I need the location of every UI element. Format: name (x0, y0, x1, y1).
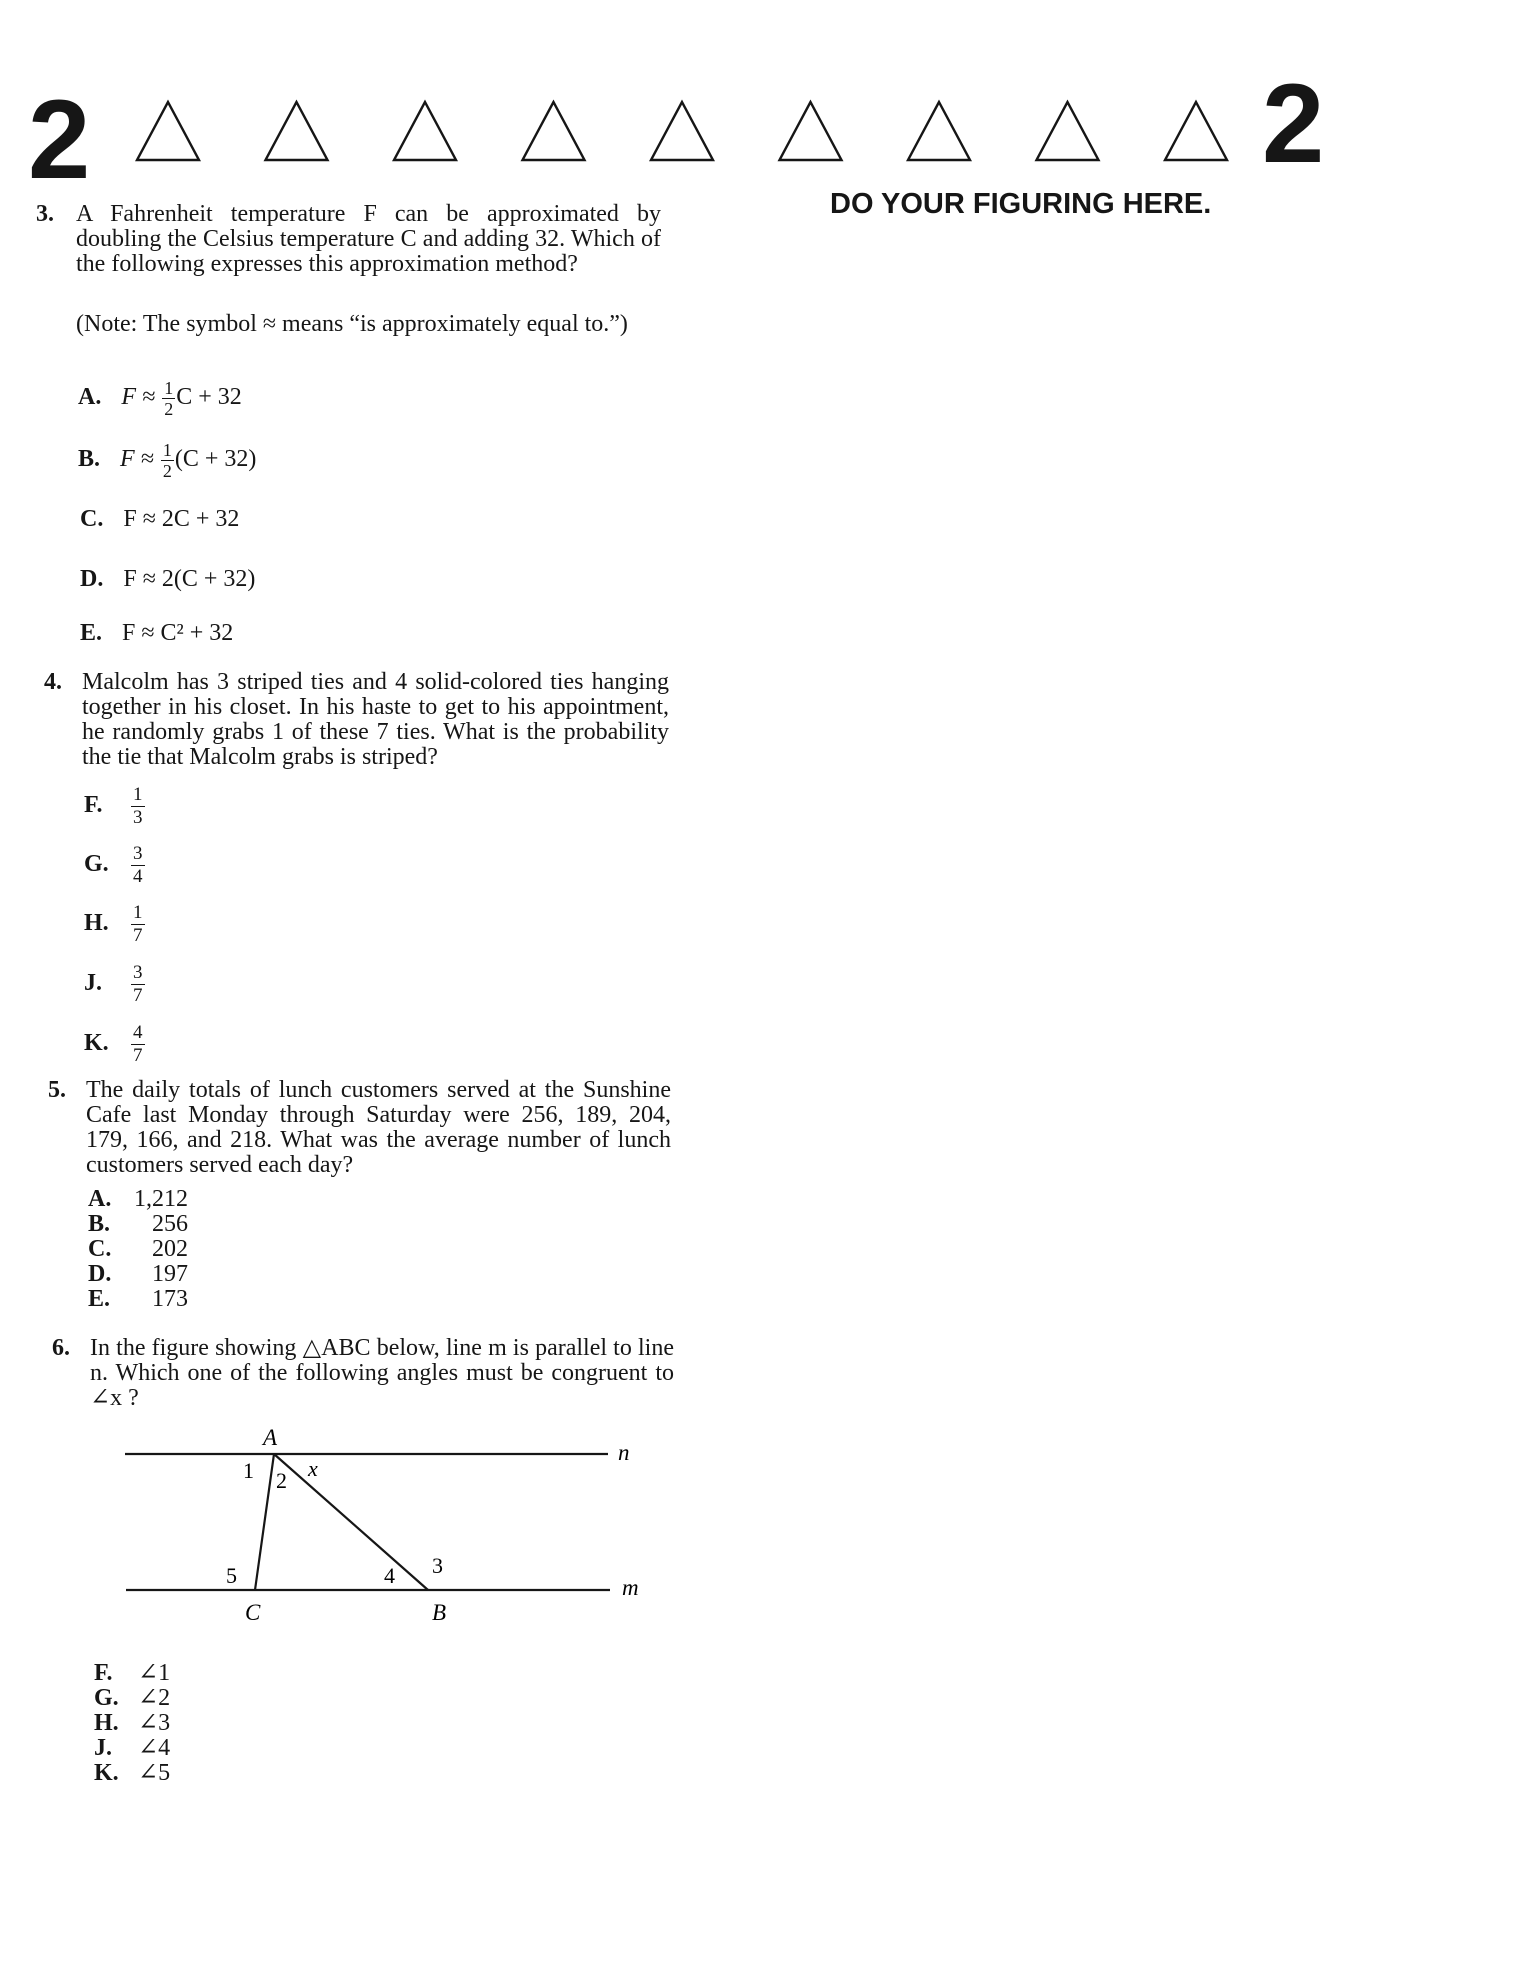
option-3b[interactable] (78, 440, 256, 481)
fraction-denominator: 7 (133, 985, 143, 1006)
option-letter: F. (94, 1660, 113, 1686)
question-text: A Fahrenheit temperature F can be approximated by doubling the Celsius temperature C and adding 32. Which of the following expresses this approximation method? (76, 201, 661, 277)
options-6 (94, 1660, 170, 1785)
triangle-icon (780, 102, 842, 160)
option-value: ∠2 (138, 1685, 171, 1711)
triangle-icon (523, 102, 585, 160)
option-3e[interactable] (80, 620, 233, 646)
option-5a[interactable] (88, 1186, 188, 1211)
option-letter: C. (80, 506, 104, 532)
option-letter: A. (88, 1186, 112, 1212)
segment-ac (255, 1454, 274, 1590)
option-letter: E. (80, 620, 103, 646)
option-letter: H. (94, 1710, 119, 1736)
question-number: 3. (36, 201, 54, 227)
fraction (131, 1022, 145, 1067)
vertex-b-label: B (432, 1600, 447, 1625)
option-5c[interactable] (88, 1236, 188, 1261)
question-text: Malcolm has 3 striped ties and 4 solid-colored ties hanging together in his closet. In his haste to get to his appointment, he randomly grabs 1 of these 7 ties. What is the probability the tie that Malcolm grabs is striped? (82, 669, 669, 770)
angle-4-label: 4 (384, 1563, 395, 1588)
fraction (131, 962, 145, 1007)
option-value: ∠4 (138, 1735, 171, 1761)
triangle-icon (1037, 102, 1099, 160)
fraction-numerator: 4 (133, 1022, 143, 1043)
option-value: 197 (152, 1261, 188, 1287)
option-expr-post: C + 32 (176, 384, 242, 411)
figuring-label: DO YOUR FIGURING HERE. (830, 188, 1212, 220)
option-value: 202 (152, 1236, 188, 1262)
segment-ab (274, 1454, 428, 1590)
option-4f[interactable] (84, 784, 146, 829)
option-4k[interactable] (84, 1022, 146, 1067)
option-3c[interactable] (80, 506, 239, 532)
triangle-icon (908, 102, 970, 160)
triangle-icon (1165, 102, 1227, 160)
option-value: ∠5 (138, 1760, 171, 1786)
option-letter: D. (80, 566, 104, 592)
fraction-numerator: 1 (162, 440, 172, 460)
fraction (131, 843, 145, 888)
option-expr-pre: F ≈ (121, 384, 162, 411)
angle-3-label: 3 (432, 1553, 443, 1578)
option-4j[interactable] (84, 962, 146, 1007)
triangle-row (125, 96, 1265, 168)
fraction-numerator: 1 (133, 784, 143, 805)
fraction (162, 378, 175, 419)
option-5e[interactable] (88, 1286, 188, 1311)
fraction-numerator: 1 (133, 902, 143, 923)
angle-2-label: 2 (276, 1468, 287, 1493)
fraction-denominator: 3 (133, 807, 143, 828)
section-number-left: 2 (28, 77, 91, 202)
option-3d[interactable] (80, 566, 255, 592)
option-value: ∠3 (138, 1710, 171, 1736)
question-number: 6. (52, 1335, 70, 1361)
option-letter: J. (94, 1735, 112, 1761)
option-letter: K. (94, 1760, 119, 1786)
option-letter: F. (84, 792, 103, 819)
options-5 (88, 1186, 188, 1311)
option-letter: G. (84, 851, 109, 878)
triangle-icon (651, 102, 713, 160)
triangle-figure (120, 1420, 660, 1630)
option-letter: B. (78, 446, 101, 473)
fraction-denominator: 2 (162, 461, 172, 481)
option-text: F ≈ 2C + 32 (123, 506, 240, 532)
angle-5-label: 5 (226, 1563, 237, 1588)
fraction-numerator: 1 (164, 378, 174, 398)
option-letter: E. (88, 1286, 111, 1312)
fraction-denominator: 2 (164, 399, 174, 419)
option-4g[interactable] (84, 843, 146, 888)
option-3a[interactable] (78, 378, 242, 419)
line-n-label: n (618, 1440, 630, 1465)
option-6k[interactable] (94, 1760, 170, 1785)
option-6j[interactable] (94, 1735, 170, 1760)
option-text: F ≈ C² + 32 (122, 620, 234, 646)
fraction-denominator: 7 (133, 1045, 143, 1066)
fraction-denominator: 4 (133, 866, 143, 887)
option-value: 173 (152, 1286, 188, 1312)
triangle-icon (137, 102, 199, 160)
vertex-a-label: A (263, 1425, 278, 1450)
option-letter: D. (88, 1261, 112, 1287)
question-number: 4. (44, 669, 62, 695)
option-5b[interactable] (88, 1211, 188, 1236)
fraction-numerator: 3 (133, 843, 143, 864)
triangle-icon (394, 102, 456, 160)
option-value: 1,212 (134, 1186, 188, 1212)
option-5d[interactable] (88, 1261, 188, 1286)
option-6h[interactable] (94, 1710, 170, 1735)
fraction (131, 784, 145, 829)
option-6g[interactable] (94, 1685, 170, 1710)
option-text: F ≈ 2(C + 32) (123, 566, 256, 592)
question-text: In the figure showing △ABC below, line m is parallel to line n. Which one of the following angles must be congruent to ∠x ? (90, 1335, 674, 1411)
option-4h[interactable] (84, 902, 146, 947)
option-value: 256 (152, 1211, 188, 1237)
angle-x-label: x (308, 1456, 318, 1481)
fraction-denominator: 7 (133, 925, 143, 946)
vertex-c-label: C (245, 1600, 261, 1625)
option-value: ∠1 (138, 1660, 171, 1686)
option-expr-post: (C + 32) (174, 446, 257, 473)
question-note: (Note: The symbol ≈ means “is approximately equal to.”) (76, 311, 628, 337)
fraction-numerator: 3 (133, 962, 143, 983)
question-number: 5. (48, 1077, 66, 1103)
fraction (131, 902, 145, 947)
option-letter: G. (94, 1685, 119, 1711)
line-m-label: m (622, 1575, 639, 1600)
option-6f[interactable] (94, 1660, 170, 1685)
triangle-icon (266, 102, 328, 160)
option-letter: C. (88, 1236, 112, 1262)
fraction (161, 440, 174, 481)
option-expr-pre: F ≈ (120, 446, 160, 473)
question-text: The daily totals of lunch customers served at the Sunshine Cafe last Monday through Saturday were 256, 189, 204, 179, 166, and 218. What was the average number of lunch customers served each day? (86, 1077, 671, 1178)
angle-1-label: 1 (243, 1458, 254, 1483)
option-letter: J. (84, 970, 102, 997)
option-letter: H. (84, 910, 109, 937)
section-number-right: 2 (1262, 61, 1325, 186)
option-letter: B. (88, 1211, 111, 1237)
option-letter: K. (84, 1030, 109, 1057)
option-letter: A. (78, 384, 102, 411)
